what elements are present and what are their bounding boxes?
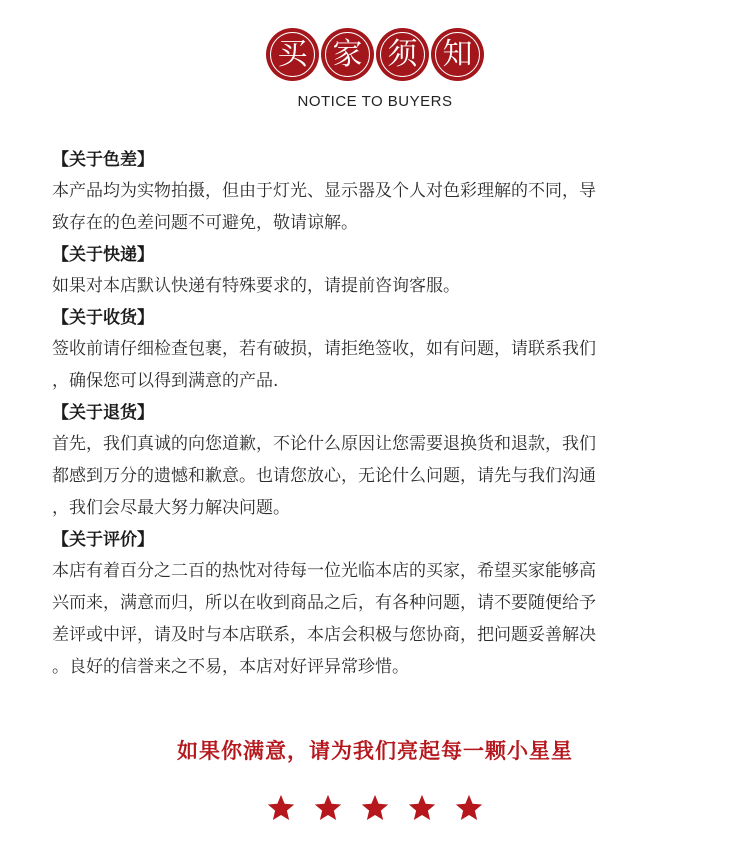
section-body (52, 428, 702, 524)
section-body (52, 333, 702, 397)
star-icon (407, 793, 437, 823)
section-line: 本产品均为实物拍摄，但由于灯光、显示器及个人对色彩理解的不同，导 (52, 181, 596, 201)
title-seals (266, 28, 484, 81)
star-icon (360, 793, 390, 823)
section-line: 兴而来，满意而归，所以在收到商品之后，有各种问题，请不要随便给予 (52, 593, 596, 613)
section-line: ，确保您可以得到满意的产品. (52, 371, 279, 391)
title-seal (266, 28, 319, 81)
footer (0, 735, 750, 823)
section-line: 签收前请仔细检查包裹，若有破损，请拒绝签收，如有问题，请联系我们 (52, 339, 596, 359)
section-line: 都感到万分的遗憾和歉意。也请您放心，无论什么问题，请先与我们沟通 (52, 466, 596, 486)
rating-prompt: 如果你满意，请为我们亮起每一颗小星星 (177, 739, 573, 763)
section-body (52, 175, 702, 239)
section-body (52, 555, 702, 683)
section-delivery (52, 241, 702, 302)
title-seal (321, 28, 374, 81)
section-line: ，我们会尽最大努力解决问题。 (52, 498, 290, 518)
header (0, 28, 750, 110)
title-char: 家 (325, 32, 370, 77)
title-seal (431, 28, 484, 81)
section-line: 本店有着百分之二百的热忱对待每一位光临本店的买家，希望买家能够高 (52, 561, 596, 581)
star-icon (266, 793, 296, 823)
title-seal (376, 28, 429, 81)
title-char: 知 (435, 32, 480, 77)
section-line: 致存在的色差问题不可避免，敬请谅解。 (52, 213, 358, 233)
section-title: 【关于收货】 (52, 308, 154, 328)
section-title: 【关于快递】 (52, 245, 154, 265)
section-reviews (52, 526, 702, 683)
star-rating (266, 793, 484, 823)
section-title: 【关于色差】 (52, 150, 154, 170)
section-line: 差评或中评，请及时与本店联系，本店会积极与您协商，把问题妥善解决 (52, 625, 596, 645)
section-line: 。良好的信誉来之不易，本店对好评异常珍惜。 (52, 657, 409, 677)
section-body (52, 270, 702, 302)
section-line: 首先，我们真诚的向您道歉，不论什么原因让您需要退换货和退款，我们 (52, 434, 596, 454)
section-title: 【关于退货】 (52, 403, 154, 423)
section-color-difference (52, 146, 702, 239)
page-subtitle: NOTICE TO BUYERS (297, 93, 453, 110)
star-icon (454, 793, 484, 823)
title-char: 买 (270, 32, 315, 77)
section-receiving (52, 304, 702, 397)
notice-content (52, 146, 702, 685)
section-line: 如果对本店默认快递有特殊要求的，请提前咨询客服。 (52, 276, 460, 296)
title-char: 须 (380, 32, 425, 77)
star-icon (313, 793, 343, 823)
section-title: 【关于评价】 (52, 530, 154, 550)
section-returns (52, 399, 702, 524)
